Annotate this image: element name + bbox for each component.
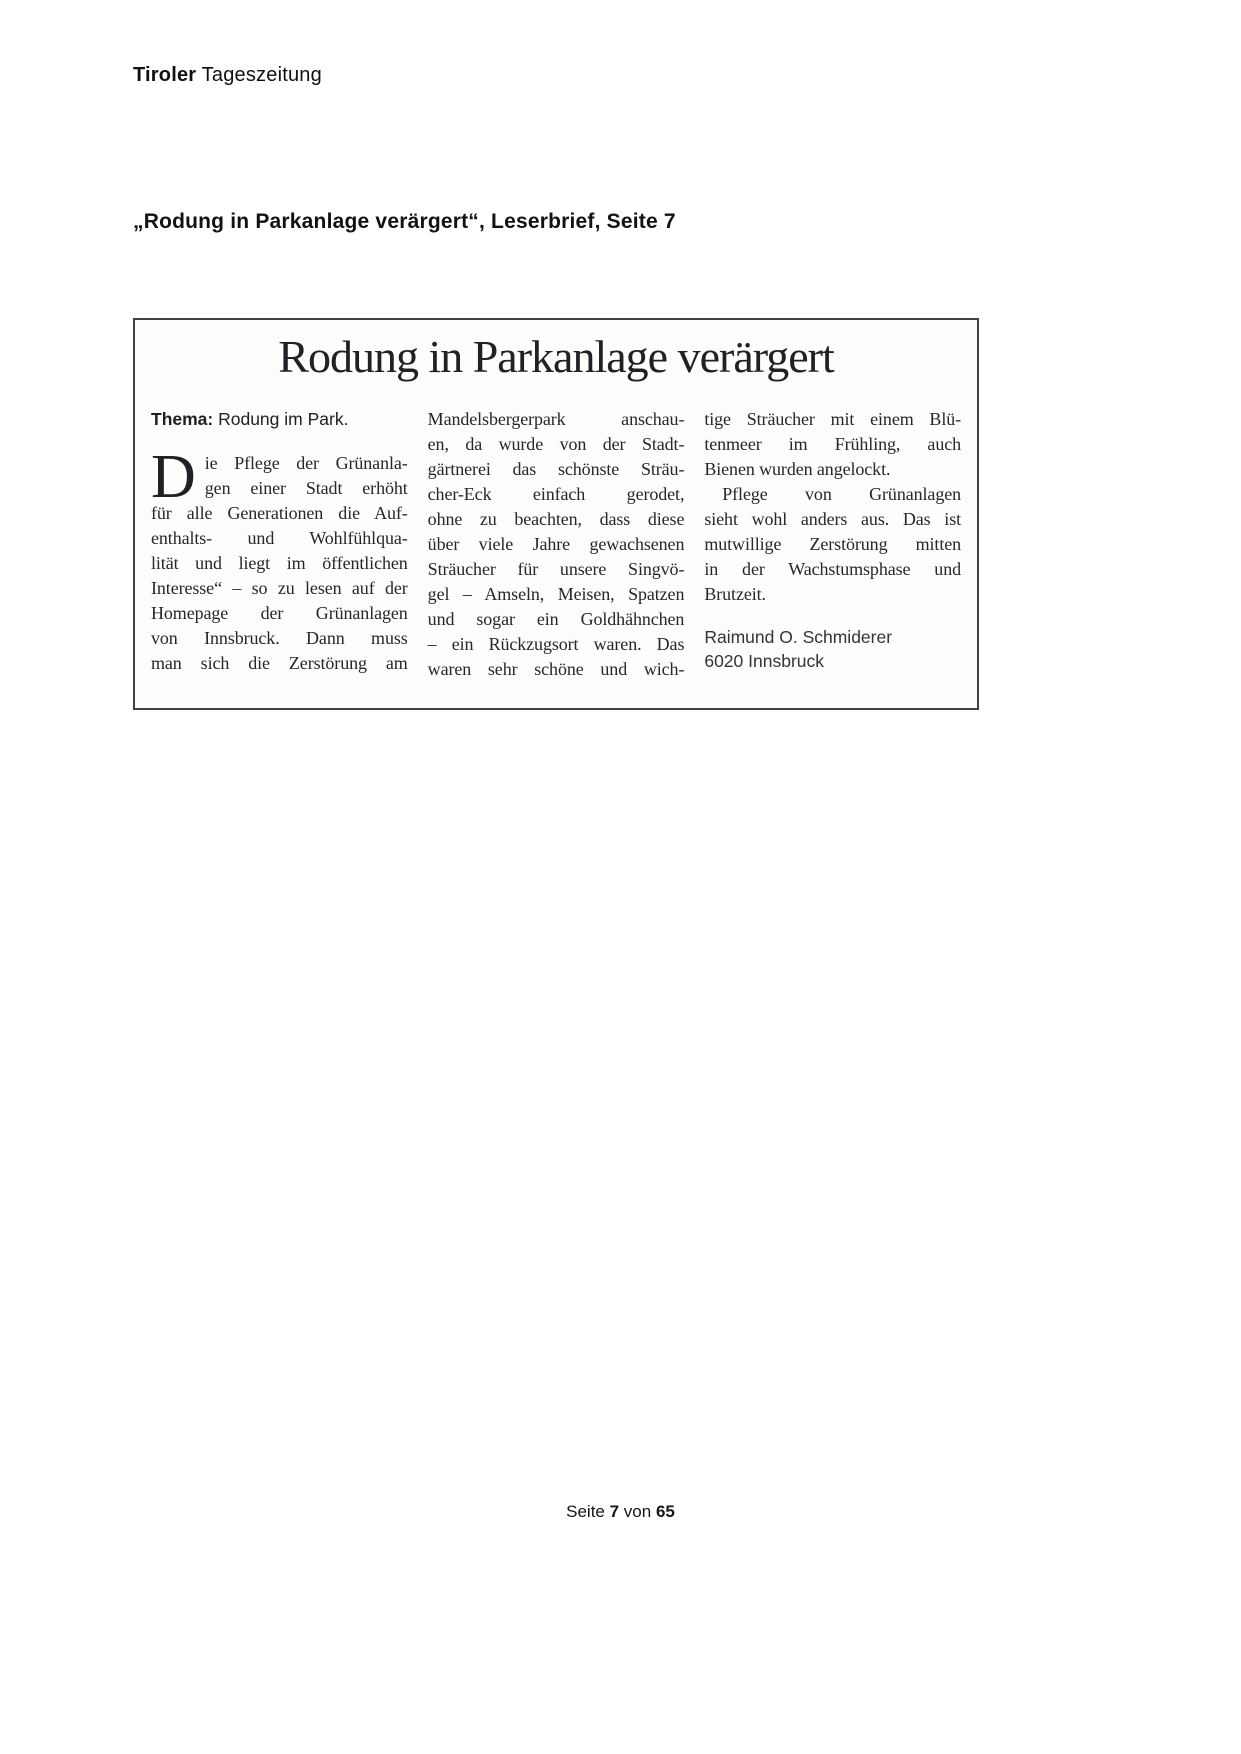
page-title: „Rodung in Parkanlage verärgert“, Leserbrief, Seite 7 (133, 210, 676, 233)
article-text-line: Pflege von Grünanlagen (704, 484, 962, 504)
page-footer (0, 1502, 1241, 1522)
article-text-line: ohne zu beachten, dass diese (427, 509, 685, 529)
masthead-suffix: Tageszeitung (196, 64, 322, 86)
article-text-line: gel – Amseln, Meisen, Spatzen (427, 584, 685, 604)
newspaper-clipping (133, 318, 979, 710)
footer-total-pages: 65 (655, 1502, 675, 1521)
article-text-line: und sogar ein Goldhähnchen (427, 609, 685, 629)
masthead-brand: Tiroler (133, 64, 197, 86)
footer-prefix: Seite (566, 1502, 610, 1521)
article-text-line: tenmeer im Frühling, auch (704, 434, 962, 454)
footer-current-page: 7 (609, 1502, 620, 1521)
article-column-2 (428, 407, 685, 682)
signature-name: Raimund O. Schmiderer (704, 627, 893, 647)
article-text-line: gärtnerei das schönste Sträu- (427, 459, 685, 479)
article-text-line: en, da wurde von der Stadt- (427, 434, 685, 454)
article-paragraph-opening (151, 443, 408, 676)
article-headline: Rodung in Parkanlage verärgert (278, 331, 834, 382)
footer-separator: von (619, 1502, 656, 1521)
article-text-line: gen einer Stadt erhöht (204, 478, 408, 498)
article-text-line: in der Wachstumsphase und (704, 559, 962, 579)
article-text-line: enthalts- und Wohlfühlqua- (151, 528, 408, 548)
article-text-line: cher-Eck einfach gerodet, (427, 484, 685, 504)
topic-label: Thema: (151, 409, 214, 429)
article-text-line: für alle Generationen die Auf- (151, 503, 408, 523)
article-columns (151, 407, 961, 682)
article-text-line: waren sehr schöne und wich- (427, 659, 685, 679)
letter-signature (704, 625, 961, 673)
article-text-line: Sträucher für unsere Singvö- (427, 559, 685, 579)
article-text-line: Mandelsbergerpark anschau- (427, 409, 685, 429)
signature-city: 6020 Innsbruck (704, 651, 825, 671)
article-text-line: ie Pflege der Grünanla- (204, 453, 408, 473)
article-text-line: tige Sträucher mit einem Blü- (704, 409, 962, 429)
article-text-line: von Innsbruck. Dann muss (151, 628, 408, 648)
article-text-line: – ein Rückzugsort waren. Das (427, 634, 685, 654)
article-text-line: sieht wohl anders aus. Das ist (704, 509, 962, 529)
article-text-line: Homepage der Grünanlagen (151, 603, 408, 623)
masthead (133, 64, 322, 87)
article-text-line: lität und liegt im öffentlichen (151, 553, 408, 573)
article-text-line: man sich die Zerstörung am (151, 653, 408, 673)
article-column-1 (151, 407, 408, 682)
article-text-line: Bienen wurden angelockt. (704, 459, 891, 479)
article-text-line: über viele Jahre gewachsenen (427, 534, 685, 554)
column-2-text (428, 407, 685, 682)
article-column-3 (704, 407, 961, 682)
article-text-line: Interesse“ – so zu lesen auf der (151, 578, 408, 598)
topic-line (151, 407, 408, 432)
article-text-line: mutwillige Zerstörung mitten (704, 534, 962, 554)
topic-text: Rodung im Park. (213, 409, 349, 429)
column-3-text (704, 407, 961, 607)
dropcap-letter: D (151, 443, 196, 511)
article-text-line: Brutzeit. (704, 584, 766, 604)
